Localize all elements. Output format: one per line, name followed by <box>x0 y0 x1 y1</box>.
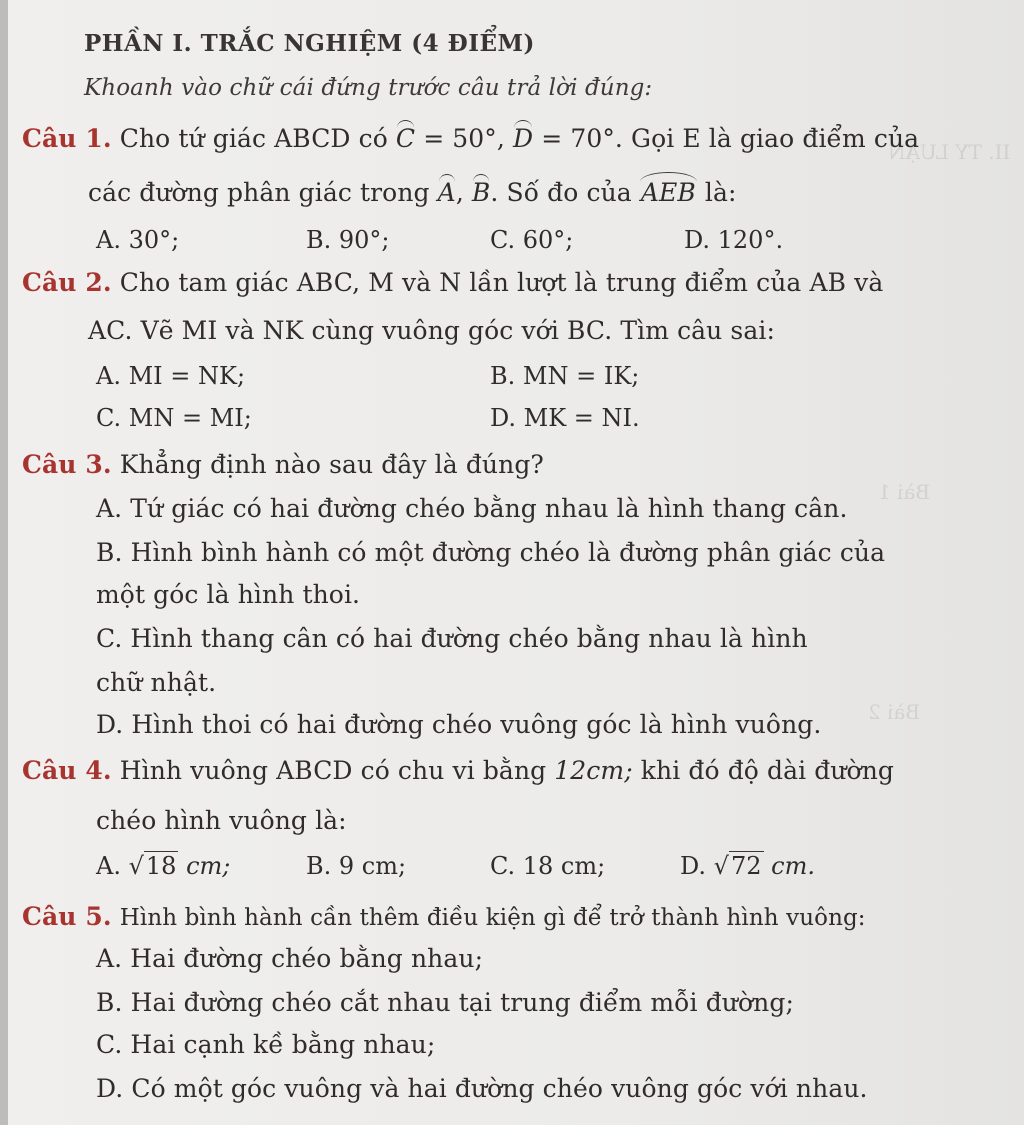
option-a-unit: cm; <box>186 852 231 880</box>
question-4-text-a: Hình vuông ABCD có chu vi bằng <box>119 756 547 785</box>
question-4-label: Câu 4. <box>22 756 112 785</box>
question-2-label: Câu 2. <box>22 268 112 297</box>
question-2-text: Cho tam giác ABC, M và N lần lượt là trung điểm của AB và <box>119 268 884 297</box>
question-2-line-2: AC. Vẽ MI và NK cùng vuông góc với BC. Tìm câu sai: <box>88 316 775 345</box>
question-2-option-c[interactable]: C. MN = MI; <box>96 404 252 432</box>
question-3-option-c-cont: chữ nhật. <box>96 668 217 697</box>
question-1-line-2-b: . Số đo của <box>490 178 632 207</box>
question-4-option-b[interactable]: B. 9 cm; <box>306 852 407 880</box>
question-1-line-1 <box>22 124 919 153</box>
option-d-unit: cm. <box>771 852 815 880</box>
question-1-option-b[interactable]: B. 90°; <box>306 226 390 254</box>
show-through-text: Bài 1 <box>878 480 931 504</box>
option-d-prefix: D. <box>680 852 707 880</box>
question-3-option-a[interactable]: A. Tứ giác có hai đường chéo bằng nhau là hình thang cân. <box>96 494 848 523</box>
question-5-option-b[interactable]: B. Hai đường chéo cắt nhau tại trung điểm mỗi đường; <box>96 988 794 1017</box>
question-1-option-c[interactable]: C. 60°; <box>490 226 574 254</box>
question-3-option-b[interactable]: B. Hình bình hành có một đường chéo là đường phân giác của <box>96 538 886 567</box>
angle-d-symbol: D <box>513 124 534 153</box>
question-4-text-c: khi đó độ dài đường <box>640 756 895 785</box>
section-heading: PHẦN I. TRẮC NGHIỆM (4 ĐIỂM) <box>84 30 535 57</box>
sqrt-18: √18 <box>128 852 177 880</box>
question-4-option-c[interactable]: C. 18 cm; <box>490 852 606 880</box>
question-2-option-b[interactable]: B. MN = IK; <box>490 362 640 390</box>
question-1-line-2-a: các đường phân giác trong <box>88 178 430 207</box>
question-3-text: Khẳng định nào sau đây là đúng? <box>119 450 544 479</box>
radicand-72: 72 <box>730 852 762 880</box>
radicand-18: 18 <box>145 852 177 880</box>
question-1-line-2 <box>88 178 736 207</box>
question-5-option-a[interactable]: A. Hai đường chéo bằng nhau; <box>96 944 484 973</box>
angle-b-symbol: B <box>471 178 491 207</box>
angle-d-value: = 70°. <box>533 124 623 153</box>
question-1-option-d[interactable]: D. 120°. <box>684 226 784 254</box>
question-3-label: Câu 3. <box>22 450 112 479</box>
question-5-line-1 <box>22 902 866 931</box>
question-1-label: Câu 1. <box>22 124 112 153</box>
arc-aeb-symbol: AEB <box>640 178 696 207</box>
question-1-text-a: Cho tứ giác ABCD có <box>119 124 388 153</box>
question-2-option-d[interactable]: D. MK = NI. <box>490 404 640 432</box>
question-1-text-b: Gọi E là giao điểm của <box>622 124 920 153</box>
question-3-line-1 <box>22 450 544 479</box>
angle-a-symbol: A <box>437 178 456 207</box>
question-4-line-2: chéo hình vuông là: <box>96 806 347 835</box>
question-4-option-a[interactable] <box>96 852 230 880</box>
question-4-line-1 <box>22 756 894 785</box>
question-5-option-d[interactable]: D. Có một góc vuông và hai đường chéo vuông góc với nhau. <box>96 1074 868 1103</box>
question-5-text: Hình bình hành cần thêm điều kiện gì để trở thành hình vuông: <box>119 905 866 931</box>
question-3-option-c[interactable]: C. Hình thang cân có hai đường chéo bằng nhau là hình <box>96 624 808 653</box>
question-3-option-d[interactable]: D. Hình thoi có hai đường chéo vuông góc là hình vuông. <box>96 710 822 739</box>
question-5-label: Câu 5. <box>22 902 112 931</box>
question-3-option-b-cont: một góc là hình thoi. <box>96 580 361 609</box>
question-4-option-d[interactable] <box>680 852 815 880</box>
question-1-option-a[interactable]: A. 30°; <box>96 226 180 254</box>
question-5-option-c[interactable]: C. Hai cạnh kề bằng nhau; <box>96 1030 436 1059</box>
question-4-perimeter: 12cm; <box>554 756 633 785</box>
question-2-line-1 <box>22 268 883 297</box>
sqrt-72: √72 <box>713 852 762 880</box>
option-a-prefix: A. <box>96 852 121 880</box>
angle-c-symbol: C <box>395 124 416 153</box>
show-through-text: ΙΙ. ΤΥ LUẬN <box>888 140 1011 164</box>
question-2-option-a[interactable]: A. MI = NK; <box>96 362 246 390</box>
angle-c-value: = 50°, <box>415 124 514 153</box>
show-through-text: Bài 2 <box>868 700 921 724</box>
question-1-line-2-c: là: <box>704 178 737 207</box>
section-instruction: Khoanh vào chữ cái đứng trước câu trả lời đúng: <box>84 75 653 101</box>
angle-separator: , <box>455 178 472 207</box>
